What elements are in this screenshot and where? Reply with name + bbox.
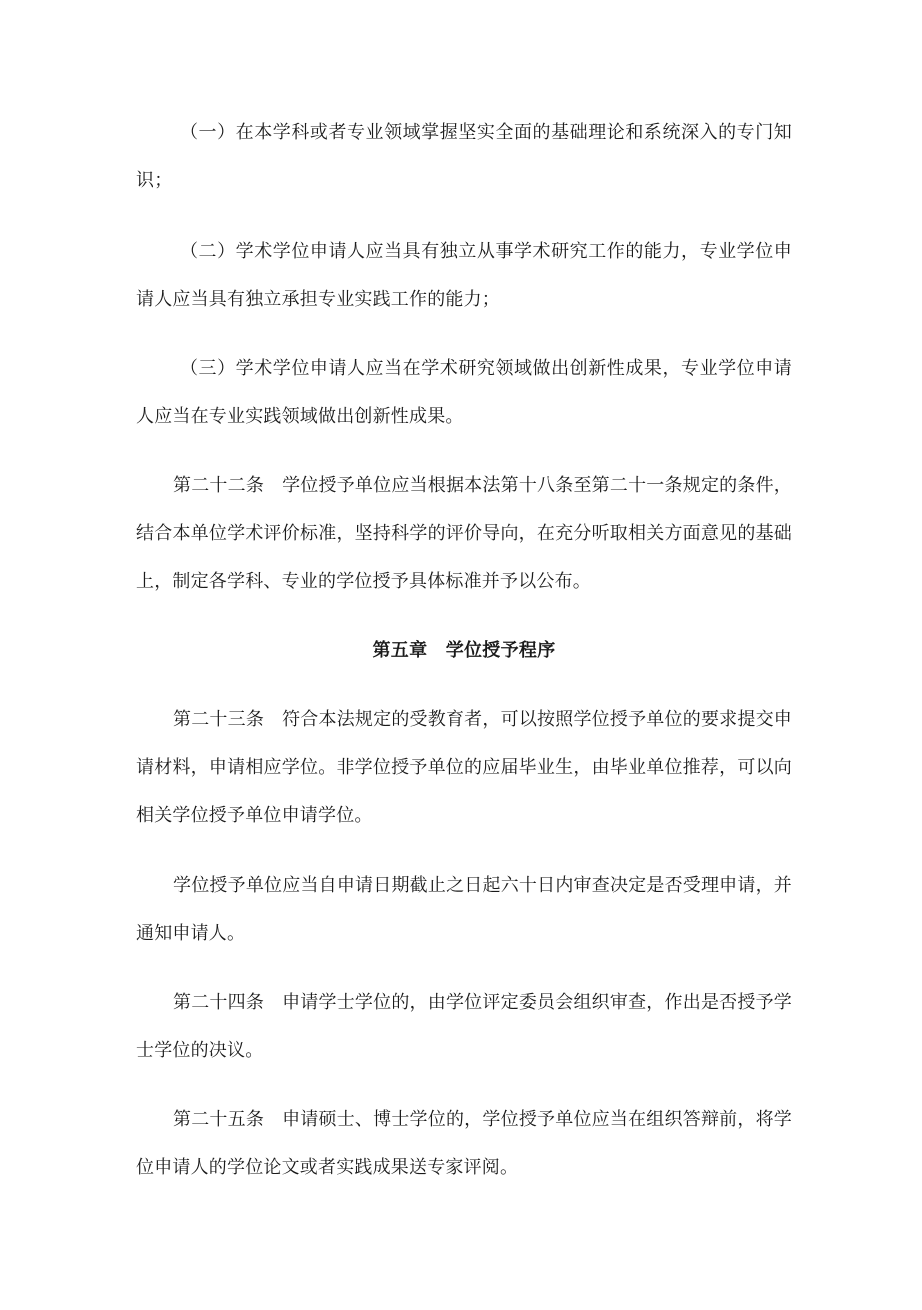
article-24-number: 第二十四条 [173,992,265,1013]
list-item-3-text: （三）学术学位申请人应当在学术研究领域做出创新性成果，专业学位申请人应当在专业实践领域做出创新性成果。 [136,358,792,427]
list-item-3 [136,345,792,441]
list-item-1 [136,109,792,205]
article-25-number: 第二十五条 [173,1109,265,1130]
article-25 [136,1096,792,1192]
article-24 [136,979,792,1075]
list-item-2-text: （二）学术学位申请人应当具有独立从事学术研究工作的能力，专业学位申请人应当具有独立承担专业实践工作的能力； [136,241,792,310]
article-23 [136,696,792,840]
list-item-2 [136,228,792,324]
article-23-paragraph-2 [136,862,792,958]
article-22-text: 学位授予单位应当根据本法第十八条至第二十一条规定的条件，结合本单位学术评价标准，坚持科学的评价导向，在充分听取相关方面意见的基础上，制定各学科、专业的学位授予具体标准并予以公布。 [136,475,792,592]
article-23-paragraph-2-text: 学位授予单位应当自申请日期截止之日起六十日内审查决定是否受理申请，并通知申请人。 [136,875,792,944]
list-item-1-text: （一）在本学科或者专业领域掌握坚实全面的基础理论和系统深入的专门知识； [136,122,792,191]
article-24-text: 申请学士学位的，由学位评定委员会组织审查，作出是否授予学士学位的决议。 [136,992,792,1061]
article-22 [136,462,792,606]
chapter-title: 第五章 学位授予程序 [372,640,556,661]
article-25-text: 申请硕士、博士学位的，学位授予单位应当在组织答辩前，将学位申请人的学位论文或者实践成果送专家评阅。 [136,1109,792,1178]
article-22-number: 第二十二条 [173,475,265,496]
article-23-number: 第二十三条 [173,709,265,730]
article-23-text: 符合本法规定的受教育者，可以按照学位授予单位的要求提交申请材料，申请相应学位。非学位授予单位的应届毕业生，由毕业单位推荐，可以向相关学位授予单位申请学位。 [136,709,792,826]
